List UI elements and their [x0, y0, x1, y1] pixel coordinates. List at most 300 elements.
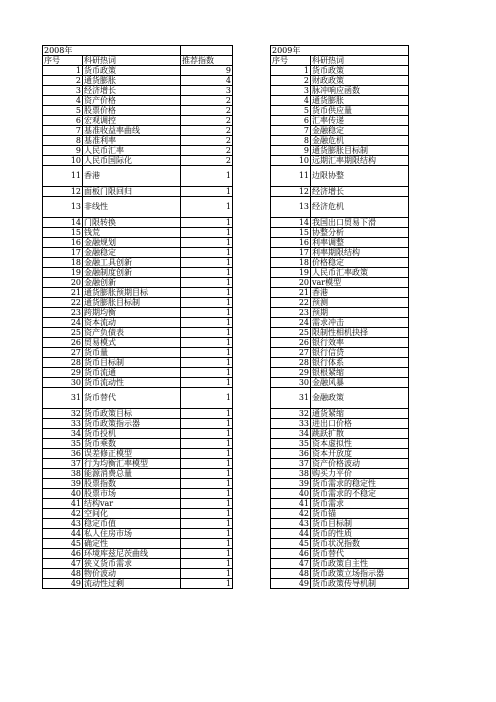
table-row — [43, 378, 409, 388]
term-cell: 资本虚拟性 — [311, 439, 409, 449]
spacer-cell — [233, 419, 271, 429]
rank-cell: 41 — [43, 499, 83, 509]
rank-cell: 12 — [271, 187, 311, 197]
term-cell: 资产价格 — [83, 96, 181, 106]
score-cell: 9 — [181, 66, 233, 76]
term-cell: 人民币汇率 — [83, 146, 181, 156]
term-cell: 资本开放度 — [311, 449, 409, 459]
rank-cell: 3 — [43, 86, 83, 96]
spacer-cell — [233, 429, 271, 439]
rank-cell: 31 — [271, 388, 311, 409]
table-row — [43, 409, 409, 419]
spacer-cell — [233, 489, 271, 499]
spacer-cell — [233, 358, 271, 368]
rank-cell: 21 — [43, 288, 83, 298]
score-cell: 1 — [181, 288, 233, 298]
rank-cell: 11 — [271, 166, 311, 187]
rank-cell: 10 — [43, 156, 83, 166]
score-cell: 2 — [181, 106, 233, 116]
rank-cell: 43 — [271, 519, 311, 529]
term-cell: 非线性 — [83, 197, 181, 218]
rank-cell: 36 — [271, 449, 311, 459]
hot-terms-table — [42, 45, 409, 589]
score-cell: 1 — [181, 549, 233, 559]
spacer-cell — [233, 46, 271, 56]
rank-cell: 22 — [271, 298, 311, 308]
rank-cell: 33 — [43, 419, 83, 429]
header-row — [43, 56, 409, 66]
rank-cell: 48 — [43, 569, 83, 579]
rank-cell: 16 — [43, 238, 83, 248]
rank-cell: 43 — [43, 519, 83, 529]
term-cell: 流动性过剩 — [83, 579, 181, 589]
rank-cell: 40 — [271, 489, 311, 499]
spacer-cell — [233, 56, 271, 66]
table-row — [43, 308, 409, 318]
score-cell: 1 — [181, 378, 233, 388]
score-cell: 1 — [181, 258, 233, 268]
term-cell: 确定性 — [83, 539, 181, 549]
rank-cell: 8 — [271, 136, 311, 146]
spacer-cell — [233, 228, 271, 238]
rank-cell: 49 — [271, 579, 311, 589]
rank-cell: 32 — [43, 409, 83, 419]
spacer-cell — [233, 539, 271, 549]
rank-cell: 7 — [271, 126, 311, 136]
spacer-cell — [233, 278, 271, 288]
table-row — [43, 288, 409, 298]
rank-cell: 26 — [271, 338, 311, 348]
header-rank: 序号 — [43, 56, 83, 66]
rank-cell: 31 — [43, 388, 83, 409]
spacer-cell — [233, 187, 271, 197]
term-cell: 宏观调控 — [83, 116, 181, 126]
term-cell: 股票指数 — [83, 479, 181, 489]
table-row — [43, 509, 409, 519]
rank-cell: 46 — [271, 549, 311, 559]
rank-cell: 1 — [271, 66, 311, 76]
score-cell: 4 — [181, 76, 233, 86]
rank-cell: 16 — [271, 238, 311, 248]
spacer-cell — [233, 248, 271, 258]
rank-cell: 5 — [271, 106, 311, 116]
table-row — [43, 318, 409, 328]
rank-cell: 42 — [43, 509, 83, 519]
term-cell: 利率调整 — [311, 238, 409, 248]
term-cell: 行为均衡汇率模型 — [83, 459, 181, 469]
rank-cell: 28 — [271, 358, 311, 368]
spacer-cell — [233, 86, 271, 96]
score-cell: 1 — [181, 499, 233, 509]
table-row — [43, 549, 409, 559]
spacer-cell — [233, 116, 271, 126]
term-cell: 经济增长 — [83, 86, 181, 96]
term-cell: 金融创新 — [83, 278, 181, 288]
rank-cell: 29 — [271, 368, 311, 378]
score-cell: 1 — [181, 579, 233, 589]
rank-cell: 19 — [43, 268, 83, 278]
term-cell: 香港 — [83, 166, 181, 187]
spacer-cell — [233, 288, 271, 298]
rank-cell: 48 — [271, 569, 311, 579]
term-cell: 我国出口贸易下滑 — [311, 218, 409, 228]
spacer-cell — [233, 559, 271, 569]
table-row — [43, 419, 409, 429]
score-cell: 2 — [181, 116, 233, 126]
term-cell: 金融风暴 — [311, 378, 409, 388]
rank-cell: 6 — [43, 116, 83, 126]
spacer-cell — [233, 579, 271, 589]
rank-cell: 17 — [271, 248, 311, 258]
term-cell: 贸易模式 — [83, 338, 181, 348]
score-cell: 1 — [181, 368, 233, 378]
term-cell: 基准利率 — [83, 136, 181, 146]
score-cell: 2 — [181, 156, 233, 166]
score-cell: 1 — [181, 328, 233, 338]
rank-cell: 44 — [43, 529, 83, 539]
term-cell: 需求冲击 — [311, 318, 409, 328]
term-cell: 面板门限回归 — [83, 187, 181, 197]
term-cell: 稳定币值 — [83, 519, 181, 529]
table-row — [43, 298, 409, 308]
rank-cell: 26 — [43, 338, 83, 348]
table-row — [43, 539, 409, 549]
term-cell: 货币供应量 — [311, 106, 409, 116]
score-cell: 1 — [181, 569, 233, 579]
score-cell: 1 — [181, 218, 233, 228]
score-cell: 1 — [181, 187, 233, 197]
term-cell: 通货膨胀 — [83, 76, 181, 86]
term-cell: 货币量 — [83, 348, 181, 358]
score-cell: 2 — [181, 126, 233, 136]
rank-cell: 34 — [43, 429, 83, 439]
rank-cell: 41 — [271, 499, 311, 509]
rank-cell: 34 — [271, 429, 311, 439]
score-cell: 1 — [181, 559, 233, 569]
term-cell: 货币需求的稳定性 — [311, 479, 409, 489]
table-row — [43, 469, 409, 479]
term-cell: 购买力平价 — [311, 469, 409, 479]
spacer-cell — [233, 308, 271, 318]
rank-cell: 30 — [271, 378, 311, 388]
table-row — [43, 479, 409, 489]
term-cell: 资本流动 — [83, 318, 181, 328]
header-rank: 序号 — [271, 56, 311, 66]
rank-cell: 15 — [271, 228, 311, 238]
term-cell: 价格稳定 — [311, 258, 409, 268]
year-2009-label: 2009年 — [271, 46, 409, 56]
rank-cell: 44 — [271, 529, 311, 539]
table-row — [43, 116, 409, 126]
term-cell: 货币需求 — [311, 499, 409, 509]
term-cell: 股票价格 — [83, 106, 181, 116]
score-cell: 1 — [181, 278, 233, 288]
term-cell: 货币政策传导机制 — [311, 579, 409, 589]
table-row — [43, 328, 409, 338]
term-cell: 银行信贷 — [311, 348, 409, 358]
term-cell: 通货膨胀预期目标 — [83, 288, 181, 298]
spacer-cell — [233, 126, 271, 136]
rank-cell: 35 — [43, 439, 83, 449]
table-row — [43, 459, 409, 469]
rank-cell: 45 — [43, 539, 83, 549]
spacer-cell — [233, 66, 271, 76]
table-row — [43, 197, 409, 218]
spacer-cell — [233, 549, 271, 559]
score-cell: 1 — [181, 449, 233, 459]
term-cell: 货币的性质 — [311, 529, 409, 539]
spreadsheet — [42, 45, 409, 589]
term-cell: 通货膨胀目标制 — [311, 146, 409, 156]
score-cell: 2 — [181, 136, 233, 146]
term-cell: 预测 — [311, 298, 409, 308]
score-cell: 1 — [181, 338, 233, 348]
rank-cell: 45 — [271, 539, 311, 549]
rank-cell: 49 — [43, 579, 83, 589]
table-row — [43, 86, 409, 96]
term-cell: 误差修正模型 — [83, 449, 181, 459]
rank-cell: 12 — [43, 187, 83, 197]
term-cell: 货币目标制 — [311, 519, 409, 529]
term-cell: 边限协整 — [311, 166, 409, 187]
spacer-cell — [233, 338, 271, 348]
year-row — [43, 46, 409, 56]
score-cell: 1 — [181, 197, 233, 218]
term-cell: 人民币汇率政策 — [311, 268, 409, 278]
term-cell: 金融稳定 — [83, 248, 181, 258]
spacer-cell — [233, 509, 271, 519]
term-cell: 经济危机 — [311, 197, 409, 218]
spacer-cell — [233, 469, 271, 479]
term-cell: 资产价格波动 — [311, 459, 409, 469]
table-row — [43, 268, 409, 278]
rank-cell: 5 — [43, 106, 83, 116]
term-cell: 货币政策指示器 — [83, 419, 181, 429]
rank-cell: 18 — [43, 258, 83, 268]
term-cell: 金融政策 — [311, 388, 409, 409]
rank-cell: 39 — [271, 479, 311, 489]
header-term: 科研热词 — [83, 56, 181, 66]
rank-cell: 37 — [43, 459, 83, 469]
rank-cell: 23 — [43, 308, 83, 318]
score-cell: 1 — [181, 509, 233, 519]
rank-cell: 38 — [43, 469, 83, 479]
term-cell: 货币政策 — [83, 66, 181, 76]
table-row — [43, 579, 409, 589]
term-cell: 进出口价格 — [311, 419, 409, 429]
rank-cell: 24 — [271, 318, 311, 328]
rank-cell: 2 — [43, 76, 83, 86]
table-row — [43, 136, 409, 146]
spacer-cell — [233, 459, 271, 469]
term-cell: 货币投机 — [83, 429, 181, 439]
spacer-cell — [233, 146, 271, 156]
table-row — [43, 156, 409, 166]
term-cell: 远期汇率期限结构 — [311, 156, 409, 166]
score-cell: 1 — [181, 228, 233, 238]
rank-cell: 11 — [43, 166, 83, 187]
rank-cell: 36 — [43, 449, 83, 459]
spacer-cell — [233, 439, 271, 449]
table-row — [43, 439, 409, 449]
score-cell: 1 — [181, 409, 233, 419]
rank-cell: 2 — [271, 76, 311, 86]
score-cell: 2 — [181, 146, 233, 156]
table-row — [43, 248, 409, 258]
table-row — [43, 569, 409, 579]
table-row — [43, 368, 409, 378]
spacer-cell — [233, 388, 271, 409]
rank-cell: 18 — [271, 258, 311, 268]
score-cell: 1 — [181, 308, 233, 318]
table-row — [43, 519, 409, 529]
term-cell: 门限转换 — [83, 218, 181, 228]
term-cell: 货币政策立场指示器 — [311, 569, 409, 579]
score-cell: 1 — [181, 439, 233, 449]
rank-cell: 21 — [271, 288, 311, 298]
term-cell: 环境库兹尼茨曲线 — [83, 549, 181, 559]
term-cell: 股票市场 — [83, 489, 181, 499]
rank-cell: 13 — [271, 197, 311, 218]
spacer-cell — [233, 258, 271, 268]
spacer-cell — [233, 479, 271, 489]
rank-cell: 15 — [43, 228, 83, 238]
empty-cell — [181, 46, 233, 56]
table-row — [43, 449, 409, 459]
table-row — [43, 529, 409, 539]
spacer-cell — [233, 96, 271, 106]
rank-cell: 32 — [271, 409, 311, 419]
term-cell: 预期 — [311, 308, 409, 318]
rank-cell: 8 — [43, 136, 83, 146]
term-cell: 狭义货币需求 — [83, 559, 181, 569]
rank-cell: 22 — [43, 298, 83, 308]
term-cell: 汇率传递 — [311, 116, 409, 126]
term-cell: 物价波动 — [83, 569, 181, 579]
rank-cell: 20 — [271, 278, 311, 288]
rank-cell: 25 — [271, 328, 311, 338]
rank-cell: 23 — [271, 308, 311, 318]
rank-cell: 20 — [43, 278, 83, 288]
rank-cell: 17 — [43, 248, 83, 258]
term-cell: 通货膨胀目标制 — [83, 298, 181, 308]
term-cell: 经济增长 — [311, 187, 409, 197]
rank-cell: 40 — [43, 489, 83, 499]
spacer-cell — [233, 409, 271, 419]
rank-cell: 14 — [43, 218, 83, 228]
term-cell: 银行体系 — [311, 358, 409, 368]
term-cell: 财政政策 — [311, 76, 409, 86]
score-cell: 1 — [181, 539, 233, 549]
term-cell: 私人住房市场 — [83, 529, 181, 539]
rank-cell: 27 — [271, 348, 311, 358]
spacer-cell — [233, 156, 271, 166]
term-cell: 结构var — [83, 499, 181, 509]
rank-cell: 47 — [271, 559, 311, 569]
spacer-cell — [233, 368, 271, 378]
spacer-cell — [233, 569, 271, 579]
spacer-cell — [233, 499, 271, 509]
score-cell: 1 — [181, 358, 233, 368]
table-row — [43, 429, 409, 439]
term-cell: 货币状况指数 — [311, 539, 409, 549]
score-cell: 1 — [181, 479, 233, 489]
table-row — [43, 76, 409, 86]
rank-cell: 42 — [271, 509, 311, 519]
rank-cell: 1 — [43, 66, 83, 76]
score-cell: 2 — [181, 96, 233, 106]
rank-cell: 9 — [271, 146, 311, 156]
term-cell: 跨期均衡 — [83, 308, 181, 318]
term-cell: 货币替代 — [311, 549, 409, 559]
term-cell: 跳跃扩散 — [311, 429, 409, 439]
spacer-cell — [233, 318, 271, 328]
term-cell: 货币流动性 — [83, 378, 181, 388]
table-row — [43, 126, 409, 136]
header-score: 推荐指数 — [181, 56, 233, 66]
score-cell: 1 — [181, 388, 233, 409]
term-cell: 货币政策自主性 — [311, 559, 409, 569]
year-2008-label: 2008年 — [43, 46, 181, 56]
rank-cell: 4 — [43, 96, 83, 106]
term-cell: 空间化 — [83, 509, 181, 519]
term-cell: 通货紧缩 — [311, 409, 409, 419]
term-cell: 香港 — [311, 288, 409, 298]
spacer-cell — [233, 76, 271, 86]
term-cell: 货币政策目标 — [83, 409, 181, 419]
rank-cell: 29 — [43, 368, 83, 378]
score-cell: 1 — [181, 248, 233, 258]
rank-cell: 37 — [271, 459, 311, 469]
table-row — [43, 559, 409, 569]
term-cell: 利率期限结构 — [311, 248, 409, 258]
table-row — [43, 348, 409, 358]
spacer-cell — [233, 298, 271, 308]
term-cell: 金融危机 — [311, 136, 409, 146]
table-row — [43, 166, 409, 187]
term-cell: 银根紧缩 — [311, 368, 409, 378]
rank-cell: 33 — [271, 419, 311, 429]
score-cell: 1 — [181, 298, 233, 308]
score-cell: 1 — [181, 166, 233, 187]
term-cell: 资产负债表 — [83, 328, 181, 338]
rank-cell: 28 — [43, 358, 83, 368]
rank-cell: 24 — [43, 318, 83, 328]
spacer-cell — [233, 136, 271, 146]
table-row — [43, 338, 409, 348]
term-cell: 钱荒 — [83, 228, 181, 238]
term-cell: 货币锚 — [311, 509, 409, 519]
rank-cell: 4 — [271, 96, 311, 106]
table-row — [43, 278, 409, 288]
term-cell: 金融规划 — [83, 238, 181, 248]
rank-cell: 3 — [271, 86, 311, 96]
term-cell: 银行效率 — [311, 338, 409, 348]
rank-cell: 35 — [271, 439, 311, 449]
spacer-cell — [233, 348, 271, 358]
score-cell: 1 — [181, 318, 233, 328]
term-cell: 金融工具创新 — [83, 258, 181, 268]
term-cell: 金融稳定 — [311, 126, 409, 136]
spacer-cell — [233, 106, 271, 116]
spacer-cell — [233, 378, 271, 388]
table-row — [43, 146, 409, 156]
term-cell: 基准收益率曲线 — [83, 126, 181, 136]
table-row — [43, 489, 409, 499]
table-row — [43, 358, 409, 368]
table-row — [43, 187, 409, 197]
table-row — [43, 388, 409, 409]
